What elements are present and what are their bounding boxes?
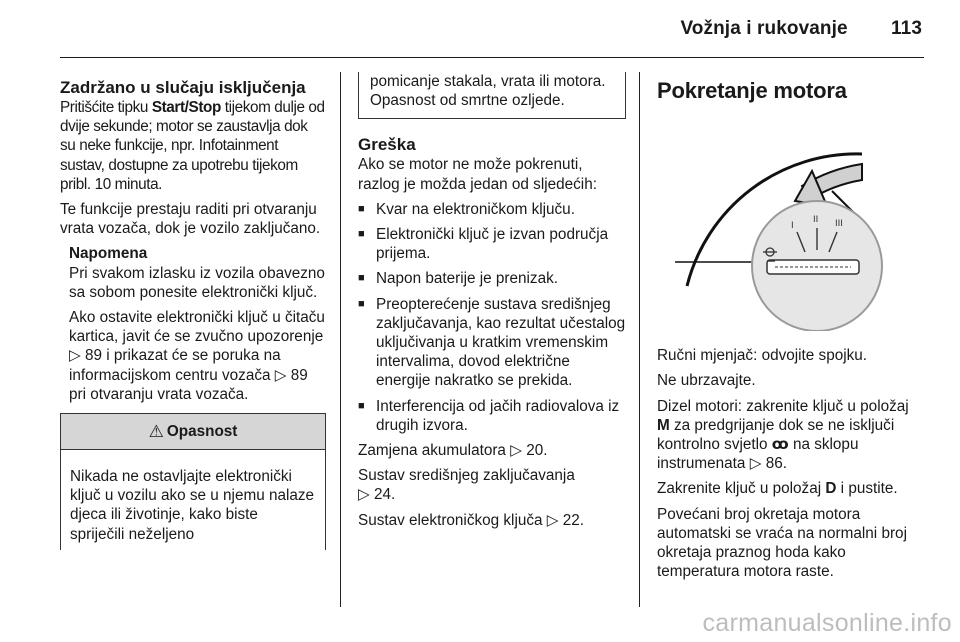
cross-reference: Zamjena akumulatora ▷ 20. [358,442,548,460]
key-position-label: D [825,480,837,498]
page-ref-link[interactable]: 89 [290,366,308,384]
note-block [60,244,326,404]
note-title: Napomena [69,245,148,263]
danger-box-header [61,413,325,450]
page-ref-link[interactable]: 20 [526,442,544,460]
page-number: 113 [891,18,922,39]
paragraph: Ručni mjenjač: odvojite spojku. [657,347,868,365]
column-2 [358,73,626,536]
list-item: ■ Kvar na elektroničkom ključu. [358,200,626,219]
arrow-ref-icon: ▷ [510,442,522,460]
page-ref-link[interactable]: 24 [374,486,392,504]
svg-text:I: I [791,221,794,231]
paragraph: Ne ubrzavajte. [657,372,756,390]
arrow-ref-icon: ▷ [358,486,370,504]
key-label: Start/Stop [151,99,221,116]
page-ref-link[interactable]: 89 [85,347,103,365]
warning-triangle-icon: ⚠ [148,421,164,441]
watermark: carmanualsonline.info [702,609,952,637]
key-position-label: M [657,416,670,434]
column-divider-1 [340,72,341,607]
paragraph: Dizel motori: zakrenite ključ u položaj M za predgrijanje dok se ne isključi kontrolno svjetlo ꝏ na sklopu instrumenata ▷ 86. [657,397,909,473]
list-item: ■ Napon baterije je prenizak. [358,269,626,288]
paragraph: Zakrenite ključ u položaj D i pustite. [657,480,898,498]
danger-box-continued: pomicanje stakala, vrata ili motora. Opasnost od smrtne ozljede. [358,72,626,119]
page-ref-link[interactable]: 86 [765,455,783,473]
column-1 [60,78,326,550]
header-rule [60,57,924,58]
paragraph: Povećani broj okretaja motora automatski se vraća na normalni broj okretaja praznog hoda kako temperatura motora raste. [657,505,907,581]
danger-box [60,413,326,550]
cross-reference: Sustav elektroničkog ključa ▷ 22. [358,511,585,529]
arrow-ref-icon: ▷ [546,511,559,529]
running-head [680,18,922,40]
note-text: Ako ostavite elektronički ključ u čitaču kartica, javit će se zvučno upozorenje ▷ 89 i prikazat će se poruka na informacijskom centru vozača ▷ 89 pri otvaranju vrata vozača. [69,309,325,403]
column-divider-2 [639,72,640,607]
paragraph: Pritišćite tipku Start/Stop tijekom dulje od dvije sekunde; motor se zaustavlja dok su neke funkcije, npr. Infotainment sustav, dostupne za upotrebu tijekom pribl. 10 minuta. [60,99,325,193]
section-heading-fault: Greška [358,135,416,155]
paragraph: Ako se motor ne može pokrenuti, razlog je možda jedan od sljedećih: [358,156,597,193]
svg-text:III: III [835,219,843,229]
danger-box-title: Opasnost [166,422,238,440]
arrow-ref-icon: ▷ [274,366,287,384]
page-ref-link[interactable]: 22 [562,511,580,529]
list-item: ■ Elektronički ključ je izvan područja prijema. [358,225,626,263]
ignition-switch-illustration [657,116,925,331]
chapter-title: Vožnja i rukovanje [680,18,848,39]
section-heading-shutdown: Zadržano u slučaju isključenja [60,78,306,97]
section-heading-engine-start: Pokretanje motora [657,78,847,103]
list-item: ■ Interferencija od jačih radiovalova iz drugih izvora. [358,397,626,435]
column-3 [657,78,925,587]
note-text: Pri svakom izlasku iz vozila obavezno sa sobom ponesite elektronički ključ. [69,264,325,301]
arrow-ref-icon: ▷ [749,455,762,473]
list-item: ■ Preopterećenje sustava središnjeg zaključavanja, kao rezultat učestalog uključivanja u kratkim vremenskim intervalima, dovod električne energije nakratko se prekida. [358,295,626,391]
cross-reference: Sustav središnjeg zaključavanja ▷ 24. [358,467,575,504]
fault-list [358,200,626,435]
arrow-ref-icon: ▷ [69,347,81,365]
svg-text:II: II [813,215,819,225]
glow-plug-icon: ꝏ [771,436,789,454]
danger-box-text: Nikada ne ostavljajte elektronički ključ u vozilu ako se u njemu nalaze djeca ili životinje, kako biste spriječili neželjeno [70,468,315,543]
paragraph: Te funkcije prestaju raditi pri otvaranju vrata vozača, dok je vozilo zaključano. [60,201,321,238]
